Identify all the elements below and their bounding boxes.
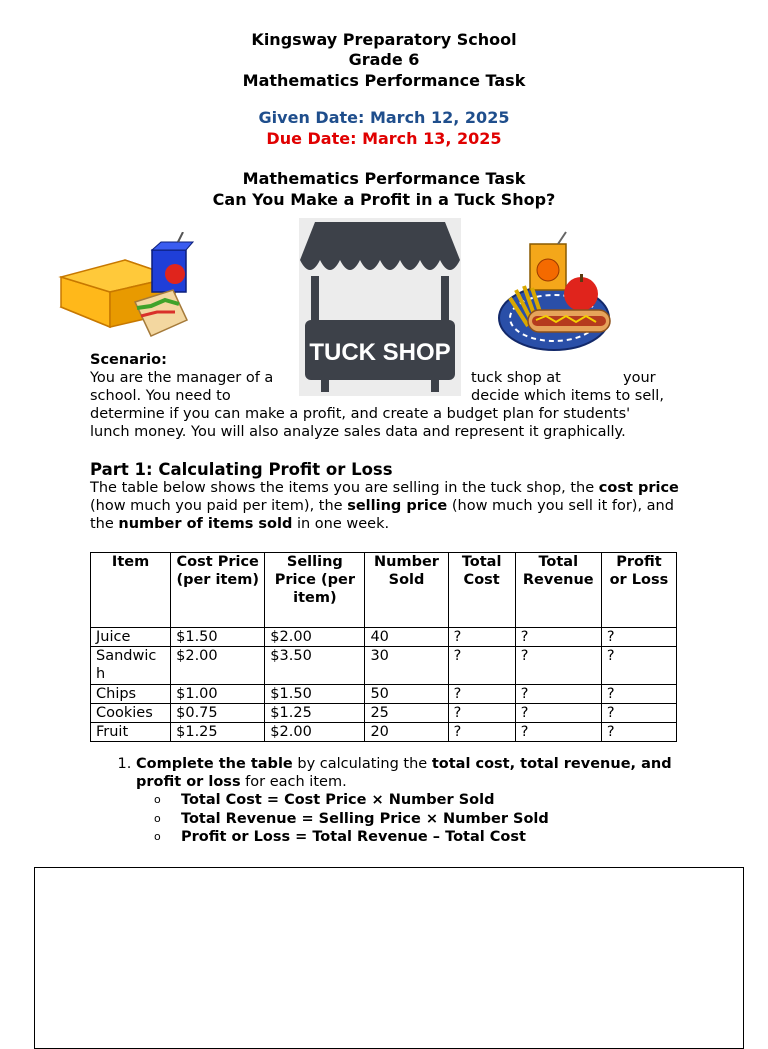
cell-total-cost: ? xyxy=(448,647,515,684)
cell-cost-price: $2.00 xyxy=(171,647,265,684)
cell-profit-loss: ? xyxy=(601,684,676,703)
cell-cost-price: $1.00 xyxy=(171,684,265,703)
cell-number-sold: 20 xyxy=(365,723,448,742)
cell-profit-loss: ? xyxy=(601,628,676,647)
table-row xyxy=(91,703,677,722)
scenario-line4: lunch money. You will also analyze sales data and represent it graphically. xyxy=(90,424,626,440)
cell-profit-loss: ? xyxy=(601,703,676,722)
scenario-heading: Scenario: xyxy=(90,352,167,368)
cell-selling-price: $3.50 xyxy=(265,647,365,684)
formula-total-cost: o Total Cost = Cost Price × Number Sold xyxy=(154,792,495,809)
cell-item: Fruit xyxy=(91,723,171,742)
scenario-line1-c: your xyxy=(623,370,656,386)
answer-box[interactable] xyxy=(34,867,744,1049)
cell-total-revenue: ? xyxy=(515,647,601,684)
table-header-row xyxy=(91,553,677,628)
formula-list xyxy=(136,791,706,846)
cell-profit-loss: ? xyxy=(601,647,676,684)
scenario-line1-a: You are the manager of a xyxy=(90,370,274,386)
cell-item: Sandwich xyxy=(91,647,171,684)
tuck-shop-clipart xyxy=(299,218,461,396)
cell-total-revenue: ? xyxy=(515,703,601,722)
cell-selling-price: $2.00 xyxy=(265,628,365,647)
question-list xyxy=(110,755,706,846)
cell-selling-price: $1.50 xyxy=(265,684,365,703)
scenario-line2-b: decide which items to sell, xyxy=(471,388,664,404)
cell-profit-loss: ? xyxy=(601,723,676,742)
col-header-total-revenue: Total Revenue xyxy=(515,553,601,628)
cell-selling-price: $2.00 xyxy=(265,723,365,742)
question-1: 1. Complete the table by calculating the total cost, total revenue, and profit or loss for each item. o Total Cost = Cost Price × Number Sold o Total Revenue = Selling Price × Number Sold o Profit or Loss = Total Revenue – Total Cost xyxy=(136,755,706,846)
col-header-cost-price: Cost Price (per item) xyxy=(171,553,265,628)
cell-selling-price: $1.25 xyxy=(265,703,365,722)
cell-total-revenue: ? xyxy=(515,723,601,742)
formula-total-revenue: o Total Revenue = Selling Price × Number Sold xyxy=(154,810,549,827)
cell-item: Juice xyxy=(91,628,171,647)
part1-intro: The table below shows the items you are selling in the tuck shop, the cost price (how much you paid per item), the selling price (how much you sell it for), and the number of items sold in one week. xyxy=(90,480,679,533)
scenario-line3: determine if you can make a profit, and create a budget plan for students' xyxy=(90,406,631,422)
scenario-line1-b: tuck shop at xyxy=(471,370,561,386)
cell-number-sold: 25 xyxy=(365,703,448,722)
grade-label: Grade 6 xyxy=(348,50,420,69)
col-header-item: Item xyxy=(91,553,171,628)
cell-total-revenue: ? xyxy=(515,684,601,703)
cell-total-revenue: ? xyxy=(515,628,601,647)
task-subtitle: Can You Make a Profit in a Tuck Shop? xyxy=(212,190,556,209)
col-header-total-cost: Total Cost xyxy=(448,553,515,628)
table-row xyxy=(91,628,677,647)
cell-number-sold: 50 xyxy=(365,684,448,703)
col-header-selling-price: Selling Price (per item) xyxy=(265,553,365,628)
task-label: Mathematics Performance Task xyxy=(242,71,526,90)
cell-total-cost: ? xyxy=(448,703,515,722)
school-name: Kingsway Preparatory School xyxy=(251,30,517,49)
table-row xyxy=(91,647,677,684)
cell-cost-price: $0.75 xyxy=(171,703,265,722)
given-date: Given Date: March 12, 2025 xyxy=(258,108,510,127)
cell-cost-price: $1.50 xyxy=(171,628,265,647)
col-header-profit-loss: Profit or Loss xyxy=(601,553,676,628)
task-title: Mathematics Performance Task xyxy=(242,169,526,188)
table-row xyxy=(91,684,677,703)
cell-number-sold: 30 xyxy=(365,647,448,684)
shop-sign-text: TUCK SHOP xyxy=(309,339,451,366)
cell-item: Chips xyxy=(91,684,171,703)
cell-total-cost: ? xyxy=(448,628,515,647)
formula-profit-loss: o Profit or Loss = Total Revenue – Total Cost xyxy=(154,828,526,845)
cell-number-sold: 40 xyxy=(365,628,448,647)
food-plate-clipart xyxy=(496,230,646,355)
profit-table xyxy=(90,552,677,742)
scenario-line2-a: school. You need to xyxy=(90,388,231,404)
table-row xyxy=(91,723,677,742)
part1-heading: Part 1: Calculating Profit or Loss xyxy=(90,460,393,479)
cell-cost-price: $1.25 xyxy=(171,723,265,742)
cell-item: Cookies xyxy=(91,703,171,722)
col-header-number-sold: Number Sold xyxy=(365,553,448,628)
lunchbox-clipart xyxy=(55,232,200,350)
cell-total-cost: ? xyxy=(448,684,515,703)
due-date: Due Date: March 13, 2025 xyxy=(266,129,502,148)
cell-total-cost: ? xyxy=(448,723,515,742)
